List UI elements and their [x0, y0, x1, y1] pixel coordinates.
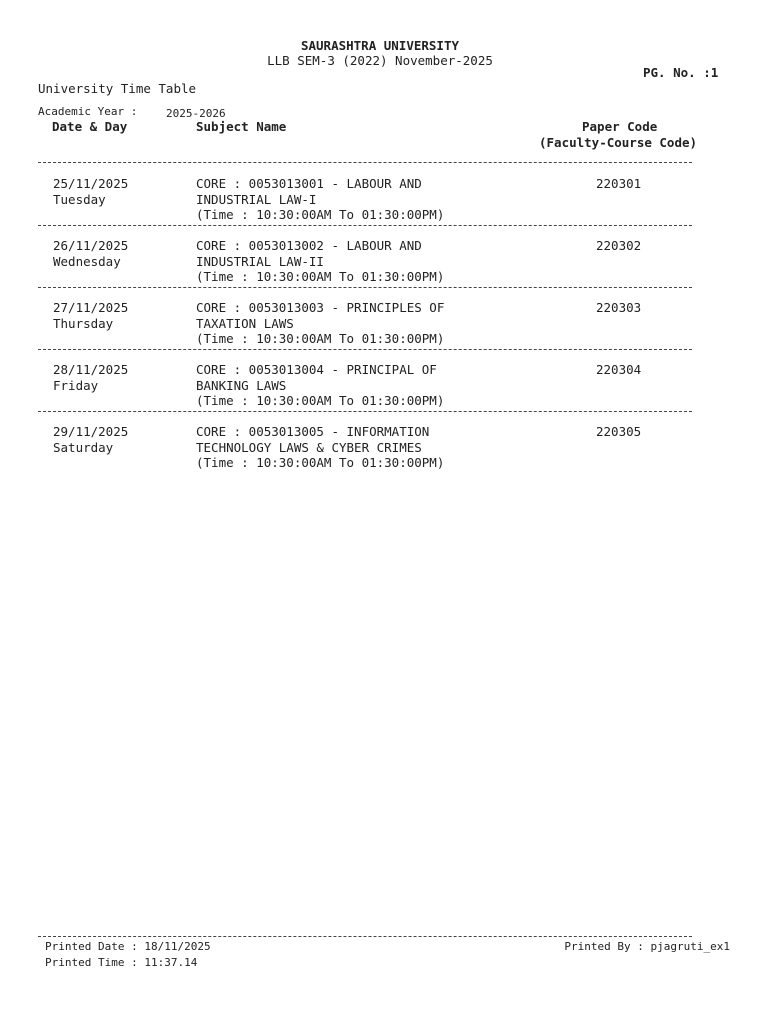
paper-code: 220301 — [596, 176, 642, 191]
subject-cell — [196, 176, 516, 223]
column-header-subject: Subject Name — [196, 119, 287, 134]
exam-time: (Time : 10:30:00AM To 01:30:00PM) — [196, 331, 445, 346]
timetable-row — [0, 176, 768, 238]
divider — [38, 162, 692, 163]
exam-date: 25/11/2025 — [53, 176, 129, 191]
subject-name-line: CORE : 0053013004 - PRINCIPAL OF — [196, 362, 437, 377]
page-number: PG. No. :1 — [643, 65, 719, 80]
subject-name-line: CORE : 0053013002 - LABOUR AND — [196, 238, 422, 253]
exam-time: (Time : 10:30:00AM To 01:30:00PM) — [196, 207, 445, 222]
column-header-faculty-course-code: (Faculty-Course Code) — [539, 135, 698, 150]
exam-time: (Time : 10:30:00AM To 01:30:00PM) — [196, 455, 445, 470]
subject-name-line: CORE : 0053013005 - INFORMATION — [196, 424, 430, 439]
subject-cell — [196, 238, 516, 285]
exam-date: 29/11/2025 — [53, 424, 129, 439]
exam-day: Friday — [53, 378, 99, 393]
printed-by: Printed By : pjagruti_ex1 — [564, 940, 730, 953]
academic-year-label: Academic Year : — [38, 105, 138, 118]
paper-code: 220303 — [596, 300, 642, 315]
subject-name-line: INDUSTRIAL LAW-I — [196, 191, 317, 207]
paper-code: 220305 — [596, 424, 642, 439]
exam-time: (Time : 10:30:00AM To 01:30:00PM) — [196, 393, 445, 408]
printed-date: Printed Date : 18/11/2025 — [45, 940, 211, 953]
subject-name-line: BANKING LAWS — [196, 377, 287, 393]
exam-day: Wednesday — [53, 254, 121, 269]
subject-name-line: CORE : 0053013001 - LABOUR AND — [196, 176, 422, 191]
column-header-date-day: Date & Day — [52, 119, 128, 134]
date-day-cell — [53, 424, 128, 456]
subject-cell — [196, 424, 516, 471]
date-day-cell — [53, 238, 128, 270]
subject-name-line: INDUSTRIAL LAW-II — [196, 253, 324, 269]
subject-name-line: CORE : 0053013003 - PRINCIPLES OF — [196, 300, 445, 315]
paper-code: 220302 — [596, 238, 642, 253]
date-day-cell — [53, 300, 128, 332]
exam-day: Saturday — [53, 440, 114, 455]
exam-time: (Time : 10:30:00AM To 01:30:00PM) — [196, 269, 445, 284]
paper-code: 220304 — [596, 362, 642, 377]
timetable-row — [0, 362, 768, 424]
column-header-paper-code: Paper Code — [582, 119, 658, 134]
university-title: SAURASHTRA UNIVERSITY — [300, 38, 460, 53]
exam-day: Thursday — [53, 316, 114, 331]
exam-date: 28/11/2025 — [53, 362, 129, 377]
timetable-row — [0, 238, 768, 300]
date-day-cell — [53, 176, 128, 208]
timetable-row — [0, 300, 768, 362]
academic-year-value: 2025-2026 — [166, 107, 226, 120]
exam-date: 26/11/2025 — [53, 238, 129, 253]
subject-name-line: TECHNOLOGY LAWS & CYBER CRIMES — [196, 439, 422, 455]
exam-day: Tuesday — [53, 192, 106, 207]
document-title: University Time Table — [38, 81, 197, 96]
subject-cell — [196, 300, 516, 347]
footer-divider — [38, 936, 692, 937]
printed-time: Printed Time : 11:37.14 — [45, 956, 198, 969]
subject-name-line: TAXATION LAWS — [196, 315, 294, 331]
timetable-row — [0, 424, 768, 486]
exam-date: 27/11/2025 — [53, 300, 129, 315]
subject-cell — [196, 362, 516, 409]
date-day-cell — [53, 362, 128, 394]
exam-title: LLB SEM-3 (2022) November-2025 — [267, 53, 493, 68]
